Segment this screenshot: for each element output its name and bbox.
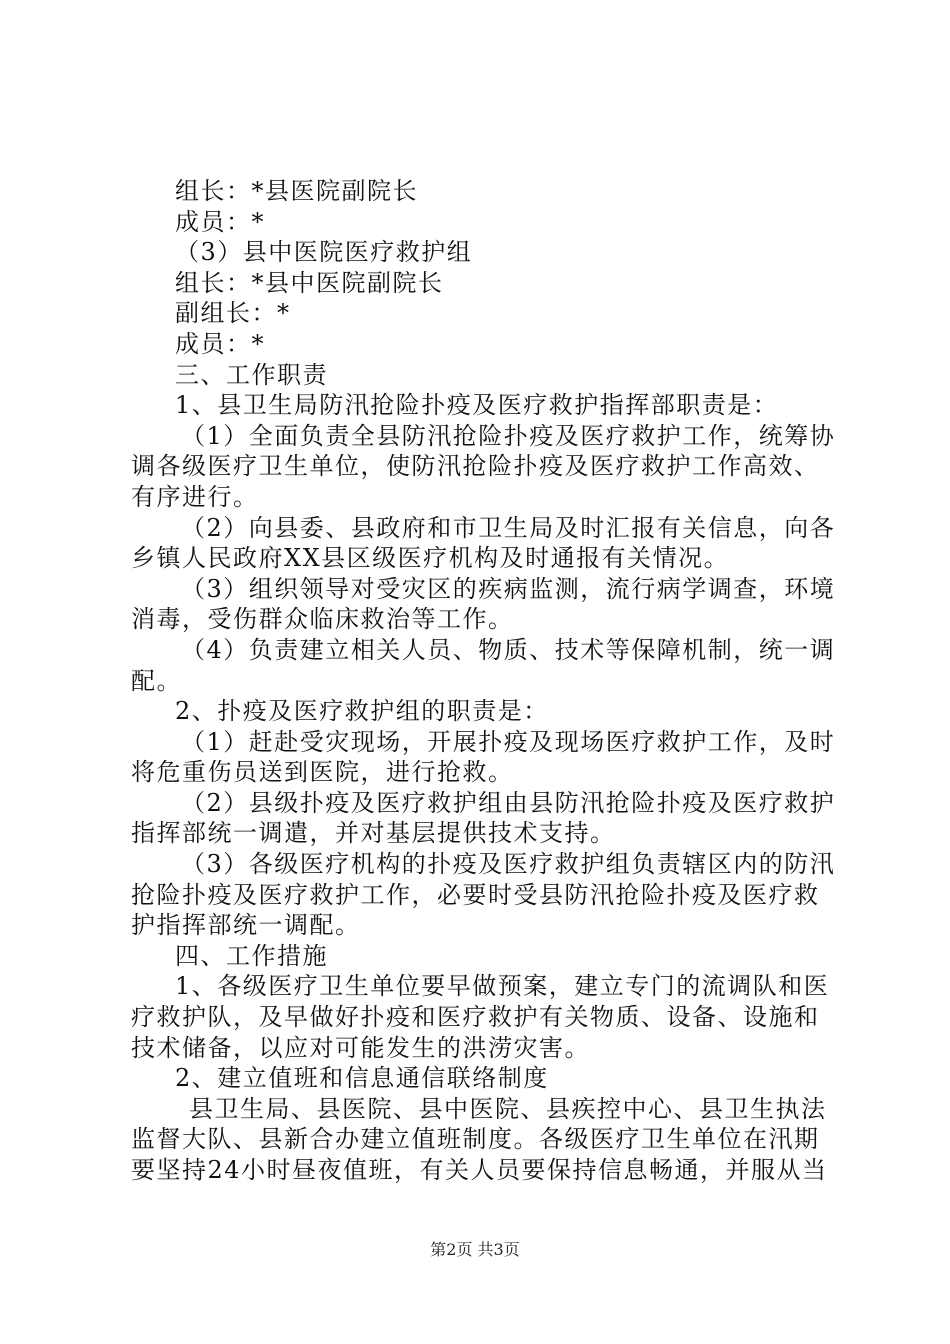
text-line: 要坚持24小时昼夜值班，有关人员要保持信息畅通，并服从当 [131,1156,828,1184]
text-line: （2）向县委、县政府和市卫生局及时汇报有关信息，向各 [181,513,836,542]
text-line: 将危重伤员送到医院，进行抢救。 [131,758,514,787]
text-line: 成员：* [175,207,265,236]
text-line: （2）县级扑疫及医疗救护组由县防汛抢险扑疫及医疗救护 [181,788,836,817]
text-line: 消毒，受伤群众临床救治等工作。 [131,605,514,634]
text-line: 四、工作措施 [175,941,328,970]
text-line: 调各级医疗卫生单位，使防汛抢险扑疫及医疗救护工作高效、 [131,452,820,481]
text-line: 三、工作职责 [175,360,328,389]
text-line: 乡镇人民政府XX县区级医疗机构及时通报有关情况。 [131,544,730,573]
text-line: （3）县中医院医疗救护组 [175,238,473,267]
text-line: 2、建立值班和信息通信联络制度 [175,1064,549,1093]
text-line: 成员：* [175,329,265,358]
text-line: 组长：*县医院副院长 [175,177,418,205]
text-line: 组长：*县中医院副院长 [175,268,444,297]
text-line: 指挥部统一调遣，并对基层提供技术支持。 [131,819,616,848]
text-line: 监督大队、县新合办建立值班制度。各级医疗卫生单位在汛期 [131,1125,820,1154]
text-line: 副组长：* [175,299,291,328]
text-line: 县卫生局、县医院、县中医院、县疾控中心、县卫生执法 [189,1094,827,1123]
text-line: （4）负责建立相关人员、物质、技术等保障机制，统一调 [181,635,836,664]
text-line: （1）赶赴受灾现场，开展扑疫及现场医疗救护工作，及时 [181,727,836,756]
text-line: （3）组织领导对受灾区的疾病监测，流行病学调查，环境 [181,574,836,603]
text-line: （3）各级医疗机构的扑疫及医疗救护组负责辖区内的防汛 [181,850,836,879]
text-line: 2、扑疫及医疗救护组的职责是： [175,697,549,726]
page-footer: 第2页 共3页 [430,1240,520,1259]
text-line: 护指挥部统一调配。 [131,911,361,940]
text-line: 有序进行。 [131,482,259,511]
text-line: 抢险扑疫及医疗救护工作，必要时受县防汛抢险扑疫及医疗救 [131,880,820,909]
document-body [131,176,836,1186]
text-line: 1、县卫生局防汛抢险扑疫及医疗救护指挥部职责是： [175,391,779,420]
text-line: 配。 [131,666,182,695]
text-line: （1）全面负责全县防汛抢险扑疫及医疗救护工作，统筹协 [181,421,836,450]
text-line: 技术储备，以应对可能发生的洪涝灾害。 [131,1033,590,1062]
text-line: 1、各级医疗卫生单位要早做预案，建立专门的流调队和医 [175,972,830,1001]
text-line: 疗救护队，及早做好扑疫和医疗救护有关物质、设备、设施和 [131,1003,820,1032]
